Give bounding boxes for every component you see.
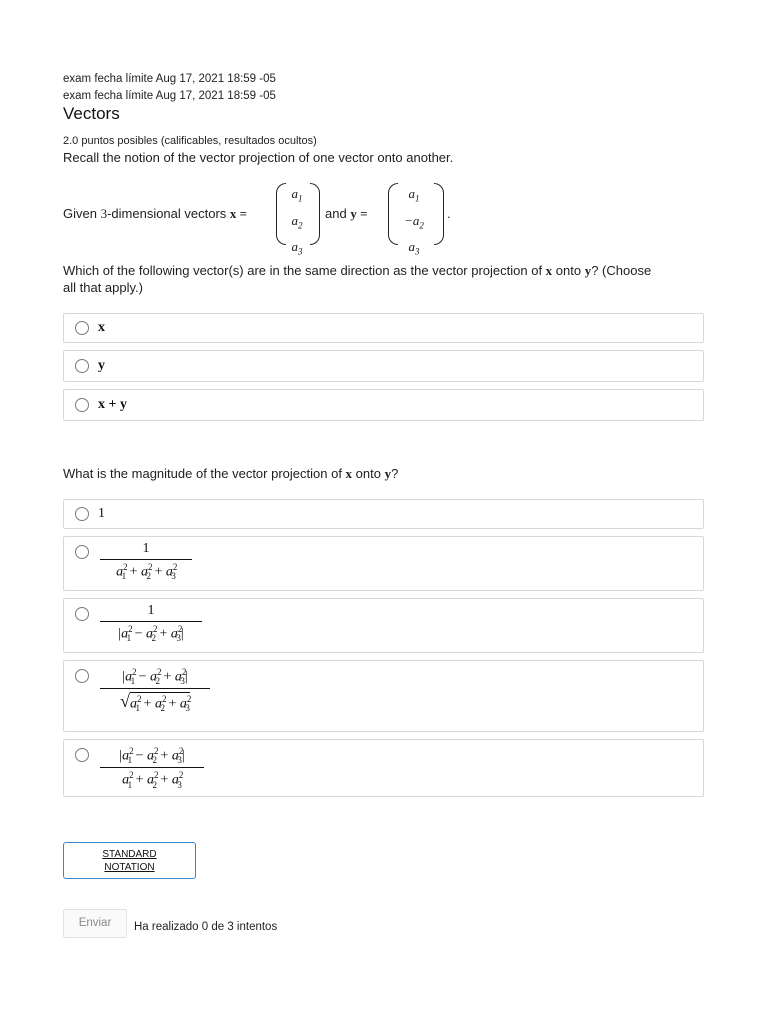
radio-button[interactable] bbox=[75, 359, 89, 373]
fraction-expression bbox=[100, 667, 210, 713]
radio-button[interactable] bbox=[75, 669, 89, 683]
answer-option[interactable] bbox=[63, 739, 704, 797]
y-vector bbox=[398, 183, 430, 263]
answer-option[interactable] bbox=[63, 350, 704, 382]
option-label: x + y bbox=[98, 397, 127, 412]
numerator: $|a^2_1 - a^2_2 + a^2_3|$ bbox=[122, 667, 188, 687]
fraction-expression bbox=[100, 541, 192, 581]
given-prefix: Given bbox=[63, 206, 101, 221]
question1-text bbox=[63, 262, 713, 296]
x-component: $a_2$ bbox=[291, 212, 303, 231]
denominator: $|a^2_1 - a^2_2 + a^2_3|$ bbox=[118, 624, 184, 644]
submit-button[interactable]: Enviar bbox=[63, 909, 127, 938]
y-component: $-a_2$ bbox=[404, 212, 424, 231]
answer-option[interactable] bbox=[63, 389, 704, 421]
deadline-text: exam fecha límite Aug 17, 2021 18:59 -05 bbox=[63, 90, 276, 102]
attempts-text: Ha realizado 0 de 3 intentos bbox=[134, 921, 278, 933]
numerator: 1 bbox=[142, 541, 150, 556]
problem-title: Vectors bbox=[63, 104, 120, 123]
left-paren bbox=[388, 183, 398, 245]
answer-option[interactable] bbox=[63, 313, 704, 343]
q1-text-part: ? (Choose bbox=[591, 263, 652, 278]
answer-option[interactable] bbox=[63, 536, 704, 591]
radio-button[interactable] bbox=[75, 748, 89, 762]
onto-word: onto bbox=[552, 263, 585, 278]
points-text: 2.0 puntos posibles (calificables, resultados ocultos) bbox=[63, 135, 317, 147]
denominator: $a^2_1 + a^2_2 + a^2_3$ bbox=[122, 770, 184, 790]
radio-button[interactable] bbox=[75, 321, 89, 335]
radio-button[interactable] bbox=[75, 607, 89, 621]
denominator: $a^2_1 + a^2_2 + a^2_3$ bbox=[116, 562, 178, 582]
and-word: and bbox=[325, 206, 351, 221]
x-vector bbox=[286, 183, 308, 263]
y-symbol: y bbox=[584, 263, 592, 278]
given-middle: -dimensional vectors bbox=[107, 206, 230, 221]
x-component: $a_3$ bbox=[291, 239, 303, 257]
x-symbol: x bbox=[545, 263, 553, 278]
q1-text-part: all that apply.) bbox=[63, 280, 143, 295]
answer-option[interactable] bbox=[63, 598, 704, 653]
answer-option[interactable] bbox=[63, 660, 704, 732]
y-equals: y = bbox=[350, 206, 368, 221]
fraction-expression bbox=[100, 746, 204, 790]
notation-label-line: NOTATION bbox=[104, 862, 155, 873]
option-label: y bbox=[98, 358, 105, 373]
answer-option[interactable] bbox=[63, 499, 704, 529]
option-label: 1 bbox=[98, 506, 105, 521]
period: . bbox=[447, 206, 451, 221]
radio-button[interactable] bbox=[75, 507, 89, 521]
radio-button[interactable] bbox=[75, 398, 89, 412]
left-paren bbox=[276, 183, 286, 245]
given-text bbox=[63, 206, 247, 222]
question2-text bbox=[63, 466, 398, 482]
x-symbol: x bbox=[345, 466, 353, 481]
x-equals: x = bbox=[229, 206, 248, 221]
x-component: $a_1$ bbox=[291, 186, 303, 204]
onto-word: onto bbox=[352, 466, 385, 481]
option-label: x bbox=[98, 320, 105, 335]
q1-text-part: Which of the following vector(s) are in the same direction as the vector projection of bbox=[63, 263, 546, 278]
q2-text-part: What is the magnitude of the vector projection of bbox=[63, 466, 346, 481]
y-component: $a_1$ bbox=[408, 186, 420, 204]
deadline-text: exam fecha límite Aug 17, 2021 18:59 -05 bbox=[63, 73, 276, 85]
right-paren bbox=[310, 183, 320, 245]
and-text bbox=[325, 206, 367, 222]
q2-text-part: ? bbox=[391, 466, 399, 481]
y-symbol: y bbox=[384, 466, 392, 481]
fraction-expression bbox=[100, 603, 202, 643]
denominator: $√a^2_1 + a^2_2 + a^2_3$ bbox=[120, 691, 192, 714]
notation-label-line: STANDARD bbox=[102, 849, 157, 860]
radio-button[interactable] bbox=[75, 545, 89, 559]
numerator: $|a^2_1 - a^2_2 + a^2_3|$ bbox=[119, 746, 185, 766]
standard-notation-button[interactable] bbox=[63, 842, 196, 879]
y-component: $a_3$ bbox=[408, 239, 420, 257]
right-paren bbox=[434, 183, 444, 245]
intro-text: Recall the notion of the vector projection of one vector onto another. bbox=[63, 150, 454, 165]
dimension-value: 3 bbox=[100, 206, 108, 221]
numerator: 1 bbox=[147, 603, 155, 618]
